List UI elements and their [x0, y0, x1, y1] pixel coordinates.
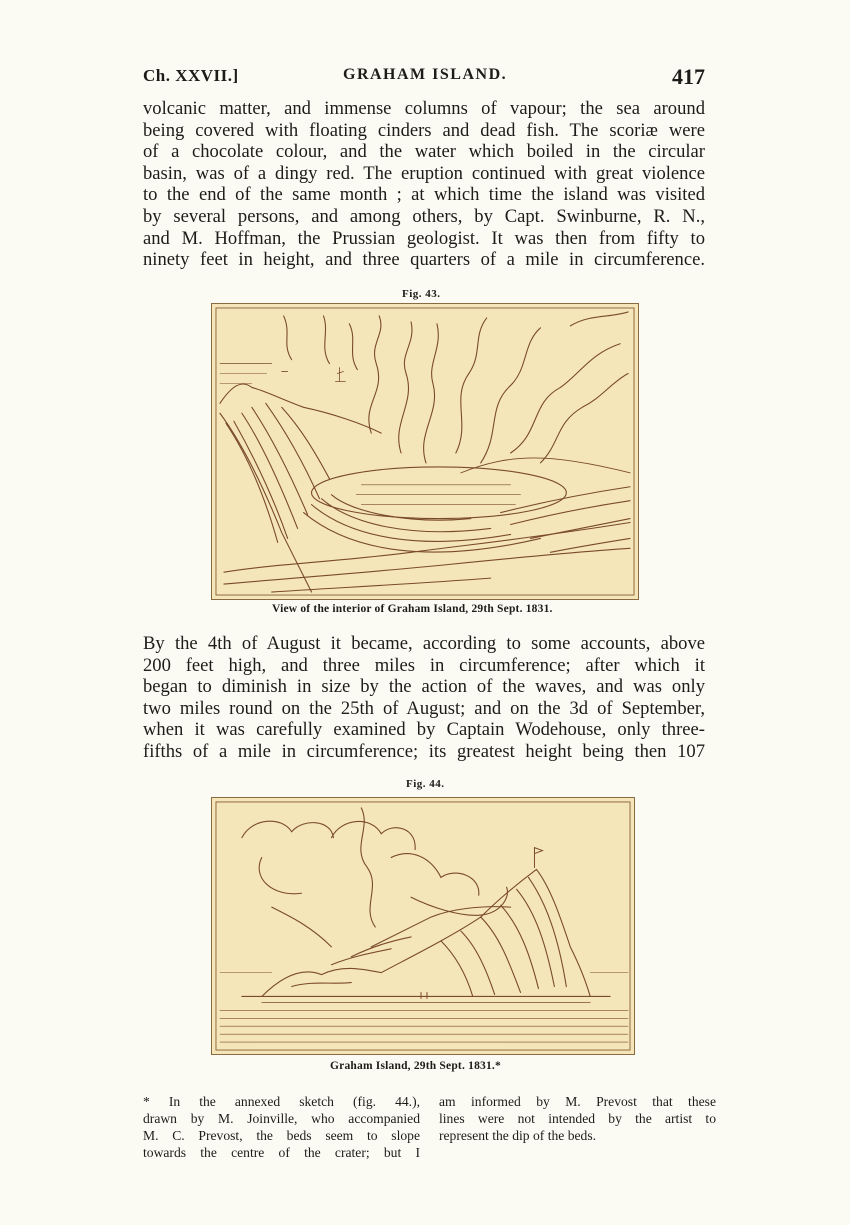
text-line: 200 feet high, and three miles in circumference; after which it	[143, 654, 705, 676]
footnote-line: * In the annexed sketch (fig. 44.),	[143, 1094, 420, 1109]
text-line: by several persons, and among others, by Capt. Swinburne, R. N.,	[143, 205, 705, 227]
crater-sketch	[212, 304, 638, 599]
page-number: 417	[672, 64, 705, 89]
footnote-line: towards the centre of the crater; but I	[143, 1145, 420, 1160]
paragraph	[143, 633, 705, 763]
figure-43-crater-interior-illustration	[211, 303, 639, 600]
text-line: being covered with floating cinders and dead fish. The scoriæ were	[143, 119, 705, 141]
text-line: By the 4th of August it became, according to some accounts, above	[143, 633, 705, 654]
footnote-column-left	[143, 1093, 420, 1161]
footnote-line: lines were not intended by the artist to	[439, 1111, 716, 1126]
running-header	[143, 64, 705, 94]
text-line: volcanic matter, and immense columns of vapour; the sea around	[143, 98, 705, 119]
figure-43-caption: View of the interior of Graham Island, 29th Sept. 1831.	[272, 603, 553, 615]
text-line: of a chocolate colour, and the water which boiled in the circular	[143, 141, 705, 163]
footnote-line: am informed by M. Prevost that these	[439, 1094, 716, 1109]
footnote-line: represent the dip of the beds.	[439, 1128, 597, 1143]
figure-44-caption: Graham Island, 29th Sept. 1831.*	[330, 1060, 501, 1072]
text-line: fifths of a mile in circumference; its greatest height being then 107	[143, 740, 705, 762]
text-line: basin, was of a dingy red. The eruption continued with great violence	[143, 162, 705, 184]
paragraph-continued	[143, 98, 705, 271]
footnote-column-right	[439, 1093, 716, 1144]
island-sketch	[212, 798, 634, 1054]
text-line: and M. Hoffman, the Prussian geologist. It was then from fifty to	[143, 227, 705, 249]
running-title: GRAHAM ISLAND.	[343, 66, 508, 83]
figure-44-label: Fig. 44.	[406, 778, 445, 790]
footnote-line: M. C. Prevost, the beds seem to slope	[143, 1128, 420, 1143]
chapter-reference: Ch. XXVII.]	[143, 66, 239, 85]
figure-44-island-illustration	[211, 797, 635, 1055]
text-line: when it was carefully examined by Captain Wodehouse, only three-	[143, 719, 705, 741]
text-line: began to diminish in size by the action of the waves, and was only	[143, 676, 705, 698]
text-line: to the end of the same month ; at which time the island was visited	[143, 184, 705, 206]
text-line: two miles round on the 25th of August; and on the 3d of September,	[143, 697, 705, 719]
footnote-line: drawn by M. Joinville, who accompanied	[143, 1111, 420, 1126]
text-line: ninety feet in height, and three quarters of a mile in circumference.	[143, 249, 705, 271]
figure-43-label: Fig. 43.	[402, 288, 441, 300]
